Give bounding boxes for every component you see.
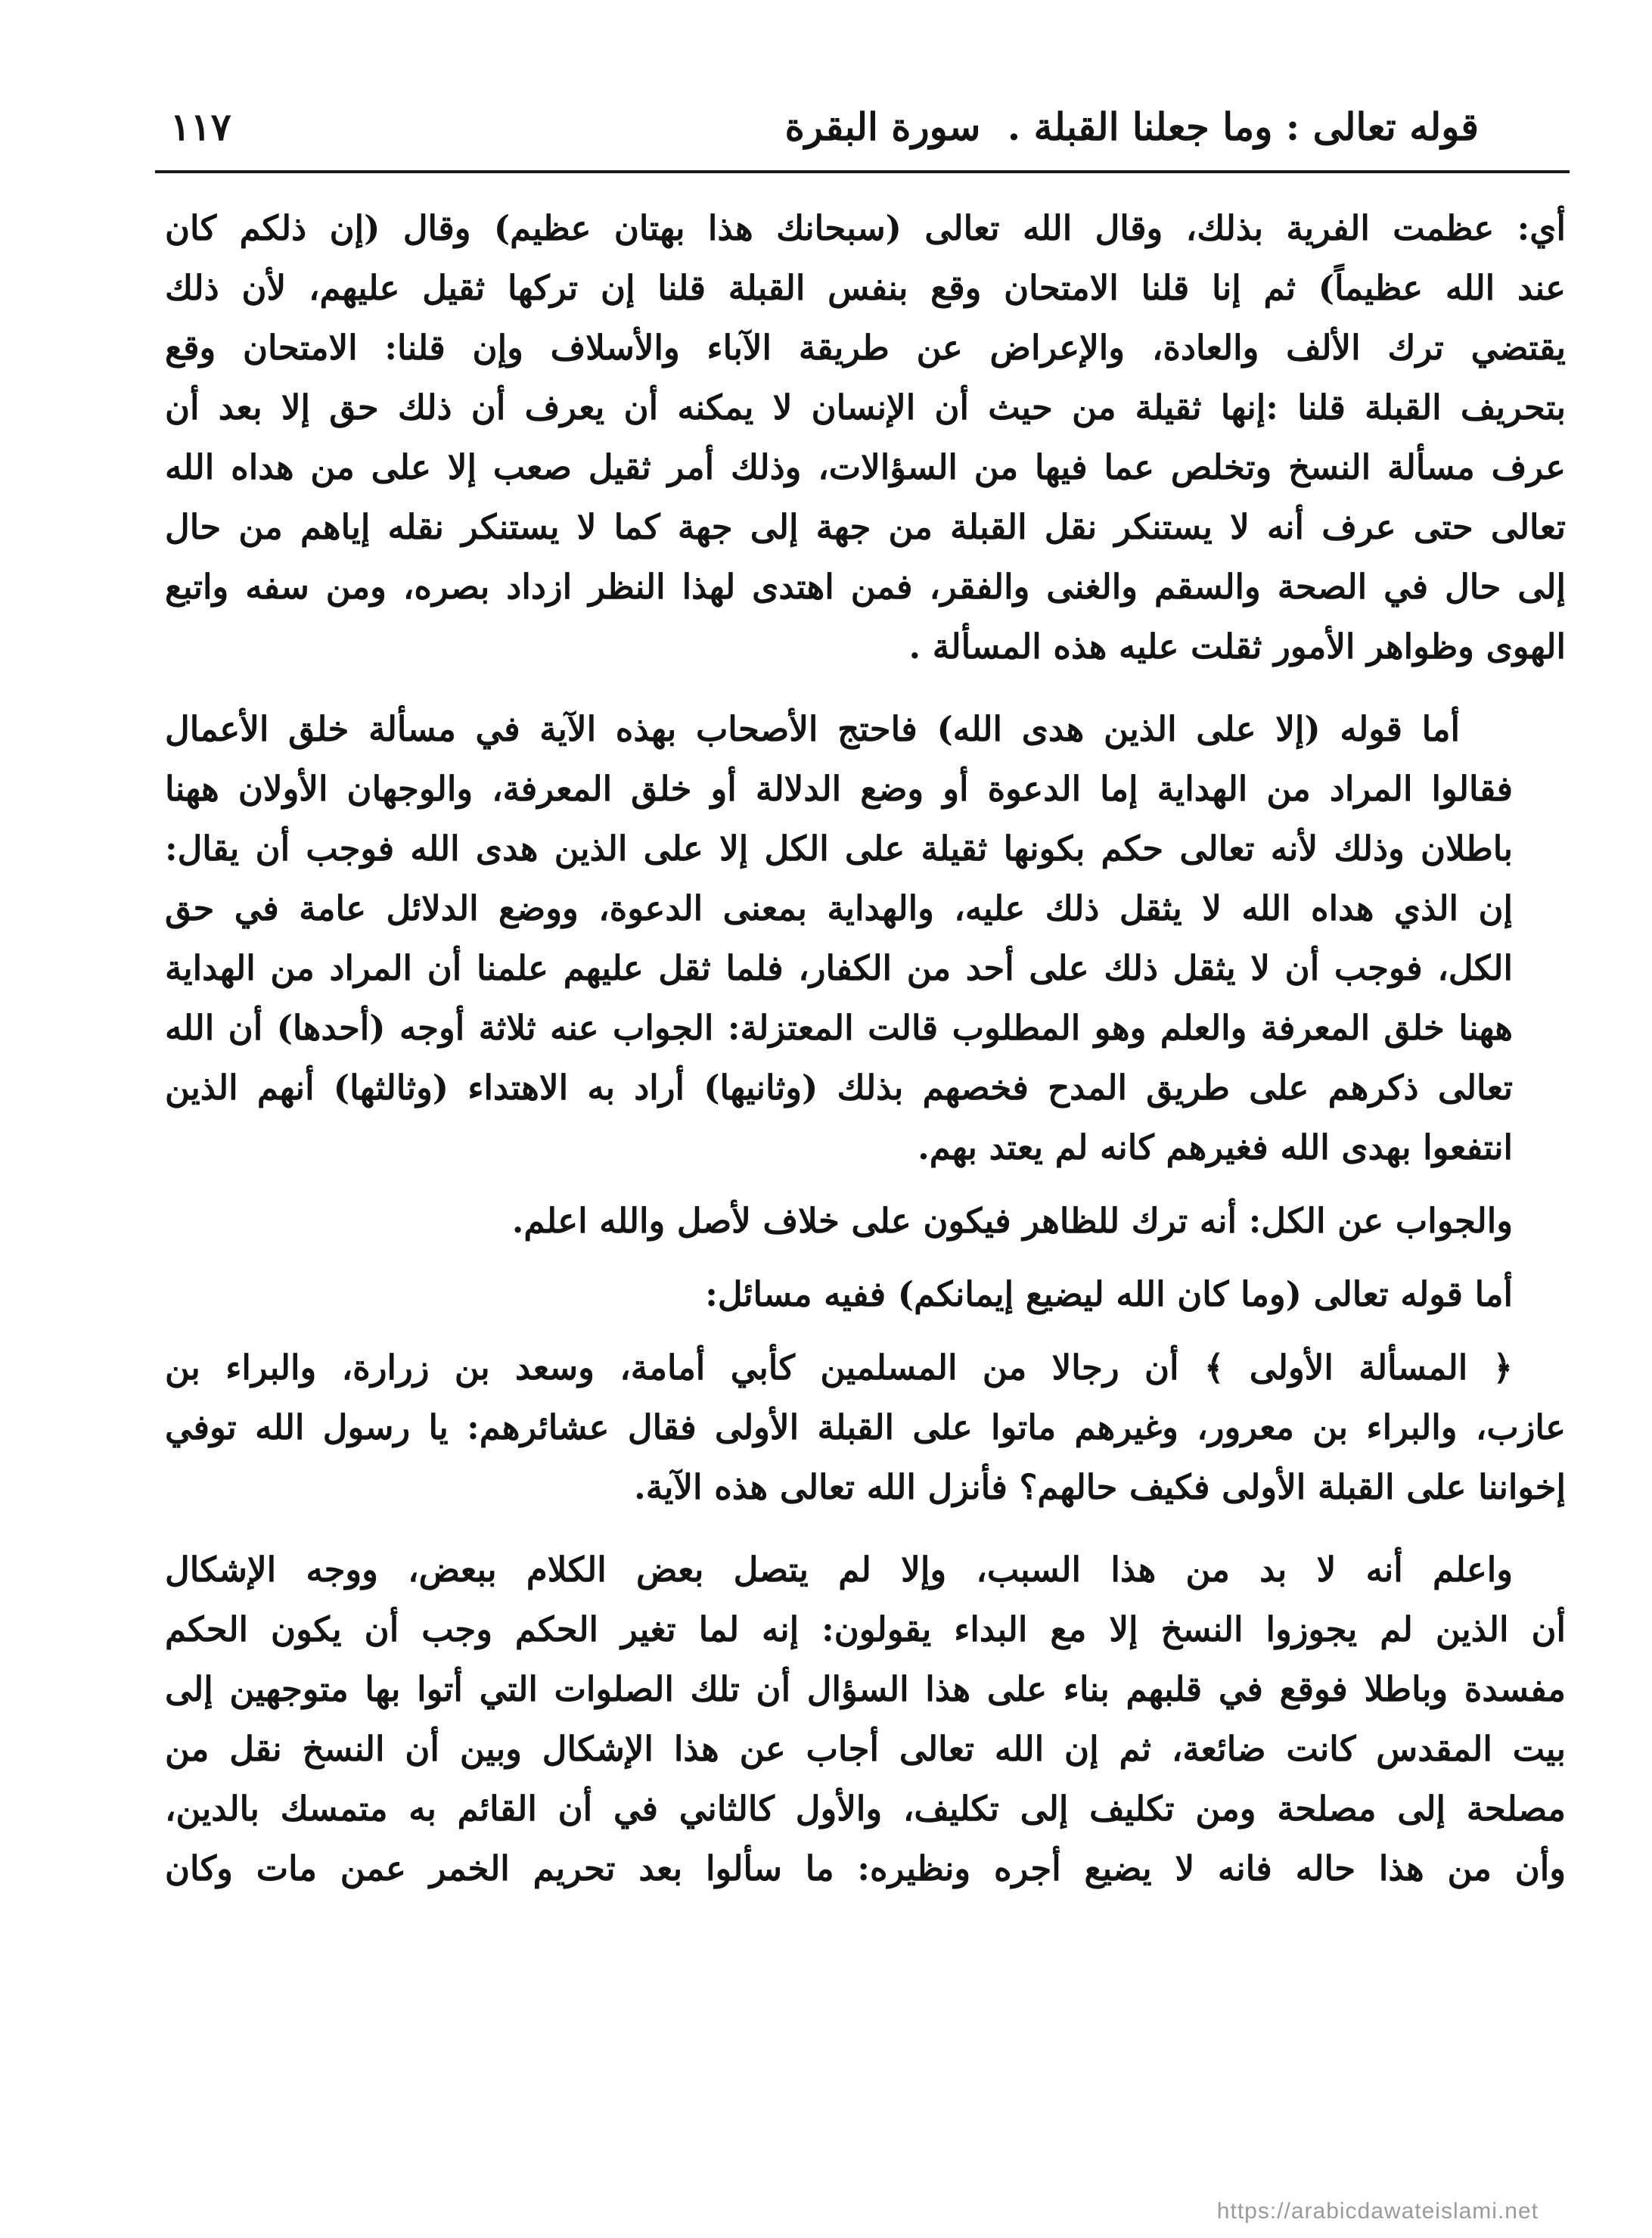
watermark-url: https://arabicdawateislami.net bbox=[1216, 2199, 1539, 2224]
text-line: أما قوله (إلا على الذين هدى الله) فاحتج الأصحاب بهذه الآية في مسألة خلق الأعمال bbox=[165, 709, 1460, 749]
page-number: ١١٧ bbox=[170, 104, 231, 149]
text-line: تعالى ذكرهم على طريق المدح فخصهم بذلك (وثانيها) أراد به الاهتداء (وثالثها) أنهم الذين bbox=[165, 1068, 1513, 1108]
text-line: عند الله عظيماً) ثم إنا قلنا الامتحان وقع بنفس القبلة قلنا إن تركها ثقيل عليهم، لأن ذلك bbox=[165, 268, 1566, 308]
text-line: واعلم أنه لا بد من هذا السبب، وإلا لم يتصل بعض الكلام ببعض، ووجه الإشكال bbox=[165, 1550, 1513, 1590]
text-line: باطلان وذلك لأنه تعالى حكم بكونها ثقيلة على الكل إلا على الذين هدى الله فوجب أن يقال: bbox=[165, 828, 1513, 869]
text-line: وأن من هذا حاله فانه لا يضيع أجره ونظيره: ما سألوا بعد تحريم الخمر عمن مات وكان bbox=[165, 1848, 1566, 1888]
body-text bbox=[165, 198, 1566, 1898]
text-line: عرف مسألة النسخ وتخلص عما فيها من السؤالات، وذلك أمر ثقيل صعب إلا على من هداه الله bbox=[165, 447, 1566, 487]
header-surah-name: سورة البقرة bbox=[784, 104, 981, 149]
text-line: بتحريف القبلة قلنا :إنها ثقيلة من حيث أن الإنسان لا يمكنه أن يعرف أن ذلك حق إلا بعد أن bbox=[165, 387, 1566, 427]
text-line: فقالوا المراد من الهداية إما الدعوة أو وضع الدلالة أو خلق المعرفة، والوجهان الأولان ههنا bbox=[165, 769, 1513, 809]
text-line: أي: عظمت الفرية بذلك، وقال الله تعالى (سبحانك هذا بهتان عظيم) وقال (إن ذلكم كان bbox=[165, 208, 1566, 248]
text-line: الكل، فوجب أن لا يثقل ذلك على أحد من الكفار، فلما ثقل عليهم علمنا أن المراد من الهداية bbox=[165, 948, 1513, 988]
text-line: ههنا خلق المعرفة والعلم وهو المطلوب قالت المعتزلة: الجواب عنه ثلاثة أوجه (أحدها) أن الله bbox=[165, 1008, 1513, 1048]
text-line: مصلحة إلى مصلحة ومن تكليف إلى تكليف، والأول كالثاني في أن القائم به متمسك بالدين، bbox=[165, 1789, 1566, 1829]
text-line: عازب، والبراء بن معرور، وغيرهم ماتوا على القبلة الأولى فقال عشائرهم: يا رسول الله توفي bbox=[165, 1407, 1566, 1447]
header-title bbox=[785, 97, 1479, 157]
running-header bbox=[155, 97, 1570, 165]
header-divider bbox=[155, 170, 1570, 173]
paragraph-4 bbox=[165, 1264, 1566, 1324]
text-line: إلى حال في الصحة والسقم والغنى والفقر، فمن اهتدى لهذا النظر ازداد بصره، ومن سفه واتبع bbox=[165, 567, 1566, 607]
text-line: انتفعوا بهدى الله فغيرهم كانه لم يعتد بهم. bbox=[918, 1127, 1513, 1167]
text-line: إخواننا على القبلة الأولى فكيف حالهم؟ فأنزل الله تعالى هذه الآية. bbox=[634, 1467, 1566, 1507]
text-line: إن الذي هداه الله لا يثقل ذلك عليه، والهداية بمعنى الدعوة، ووضع الدلائل عامة في حق bbox=[165, 888, 1513, 928]
text-line: مفسدة وباطلا فوقع في قلبهم بناء على هذا السؤال أن تلك الصلوات التي أتوا بها متوجهين إلى bbox=[165, 1669, 1566, 1709]
header-verse: قوله تعالى : وما جعلنا القبلة . bbox=[1007, 104, 1479, 149]
paragraph-3 bbox=[165, 1191, 1566, 1251]
paragraph-6 bbox=[165, 1540, 1566, 1898]
text-line: أن الذين لم يجوزوا النسخ إلا مع البداء يقولون: إنه لما تغير الحكم وجب أن يكون الحكم bbox=[165, 1609, 1566, 1649]
text-line: والجواب عن الكل: أنه ترك للظاهر فيكون على خلاف لأصل والله اعلم. bbox=[511, 1201, 1513, 1241]
paragraph-5 bbox=[165, 1338, 1566, 1517]
text-line: تعالى حتى عرف أنه لا يستنكر نقل القبلة من جهة إلى جهة كما لا يستنكر نقله إياهم من حال bbox=[165, 507, 1566, 547]
paragraph-1 bbox=[165, 198, 1566, 676]
text-line: الهوى وظواهر الأمور ثقلت عليه هذه المسألة . bbox=[908, 626, 1566, 667]
paragraph-2 bbox=[165, 699, 1566, 1177]
text-line: بيت المقدس كانت ضائعة، ثم إن الله تعالى أجاب عن هذا الإشكال وبين أن النسخ نقل من bbox=[165, 1729, 1566, 1769]
text-line: ﴿ المسألة الأولى ﴾ أن رجالا من المسلمين كأبي أمامة، وسعد بن زرارة، والبراء بن bbox=[165, 1347, 1513, 1388]
text-line: أما قوله تعالى (وما كان الله ليضيع إيمانكم) ففيه مسائل: bbox=[705, 1274, 1513, 1314]
text-line: يقتضي ترك الألف والعادة، والإعراض عن طريقة الآباء والأسلاف وإن قلنا: الامتحان وقع bbox=[165, 328, 1566, 368]
